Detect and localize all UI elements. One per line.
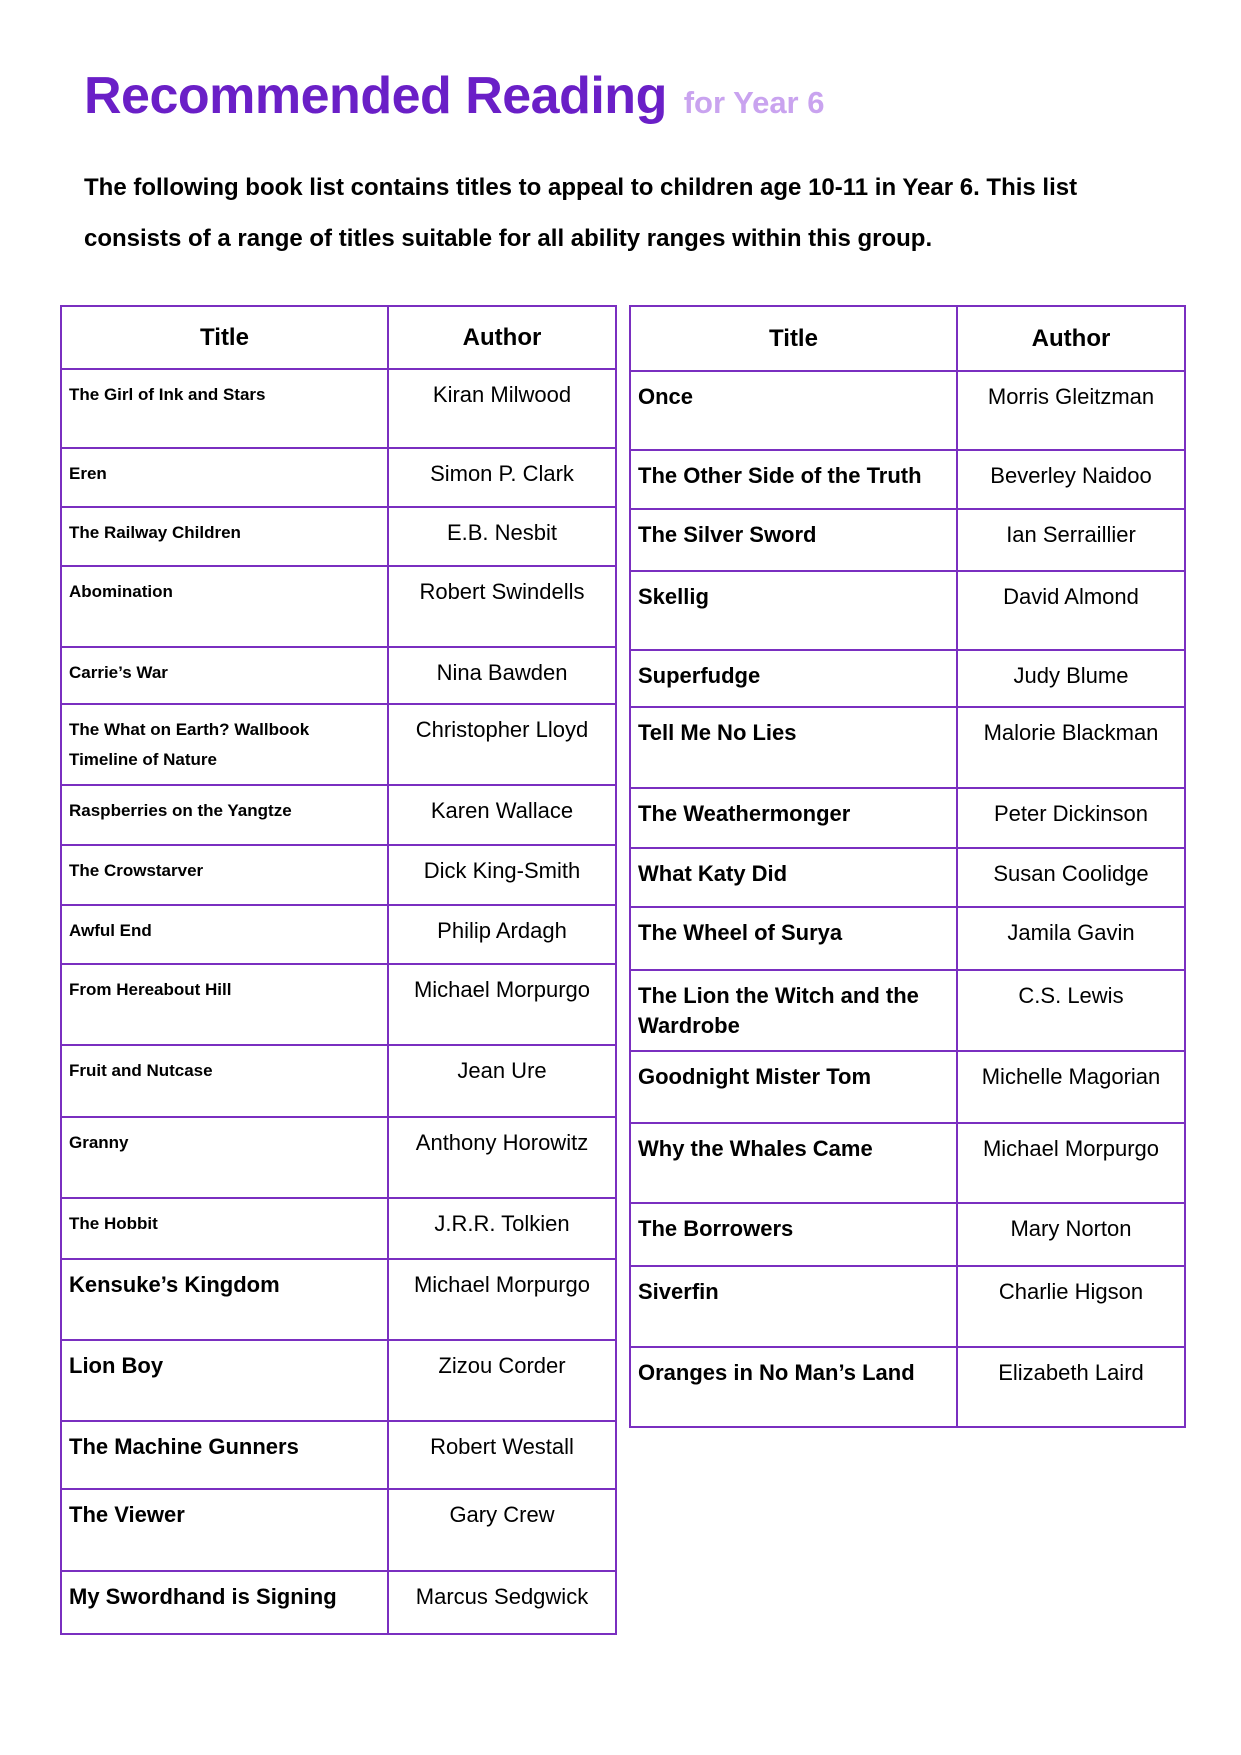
table-row xyxy=(630,650,1185,707)
table-row xyxy=(61,704,616,785)
table-row xyxy=(61,566,616,647)
table-row xyxy=(61,507,616,566)
book-title: My Swordhand is Signing xyxy=(61,1571,388,1634)
book-author: Zizou Corder xyxy=(388,1340,616,1421)
book-title: The Borrowers xyxy=(630,1203,957,1266)
book-title: The Crowstarver xyxy=(61,845,388,905)
book-title: The Girl of Ink and Stars xyxy=(61,369,388,448)
table-row xyxy=(630,788,1185,848)
table-row xyxy=(630,1203,1185,1266)
table-row xyxy=(61,647,616,704)
table-row xyxy=(630,571,1185,650)
table-row xyxy=(61,1489,616,1571)
book-title: Siverfin xyxy=(630,1266,957,1347)
book-title: Fruit and Nutcase xyxy=(61,1045,388,1117)
book-author: Simon P. Clark xyxy=(388,448,616,507)
book-title: Once xyxy=(630,371,957,450)
book-title: Kensuke’s Kingdom xyxy=(61,1259,388,1340)
table-row xyxy=(630,970,1185,1051)
page-title xyxy=(84,67,825,125)
table-row xyxy=(630,1266,1185,1347)
table-row xyxy=(630,509,1185,571)
book-title: From Hereabout Hill xyxy=(61,964,388,1045)
book-author: C.S. Lewis xyxy=(957,970,1185,1051)
table-row xyxy=(630,450,1185,509)
table-row xyxy=(630,1123,1185,1203)
table-header-row xyxy=(61,306,616,369)
book-title: The Other Side of the Truth xyxy=(630,450,957,509)
book-author: Anthony Horowitz xyxy=(388,1117,616,1198)
table-row xyxy=(61,1045,616,1117)
book-title: Abomination xyxy=(61,566,388,647)
table-row xyxy=(630,371,1185,450)
book-title: The Hobbit xyxy=(61,1198,388,1259)
intro-paragraph: The following book list contains titles to appeal to children age 10-11 in Year 6. This list consists of a range of titles suitable for all ability ranges within this group. xyxy=(84,174,1078,252)
book-author: Jean Ure xyxy=(388,1045,616,1117)
table-row xyxy=(630,907,1185,970)
book-title: Goodnight Mister Tom xyxy=(630,1051,957,1123)
book-table-right xyxy=(629,305,1186,1428)
book-author: Michael Morpurgo xyxy=(957,1123,1185,1203)
book-title: The Lion the Witch and the Wardrobe xyxy=(630,970,957,1051)
book-author: Kiran Milwood xyxy=(388,369,616,448)
book-title: The What on Earth? Wallbook Timeline of Nature xyxy=(61,704,388,785)
book-author: Michael Morpurgo xyxy=(388,1259,616,1340)
book-title: The Railway Children xyxy=(61,507,388,566)
book-title: Granny xyxy=(61,1117,388,1198)
book-title: Why the Whales Came xyxy=(630,1123,957,1203)
book-title: Tell Me No Lies xyxy=(630,707,957,788)
book-author: Peter Dickinson xyxy=(957,788,1185,848)
book-author: Michelle Magorian xyxy=(957,1051,1185,1123)
book-title: What Katy Did xyxy=(630,848,957,907)
book-author: Charlie Higson xyxy=(957,1266,1185,1347)
book-author: Robert Westall xyxy=(388,1421,616,1489)
book-author: David Almond xyxy=(957,571,1185,650)
book-author: Jamila Gavin xyxy=(957,907,1185,970)
table-row xyxy=(630,1347,1185,1427)
book-author: Beverley Naidoo xyxy=(957,450,1185,509)
book-title: Awful End xyxy=(61,905,388,964)
title-main: Recommended Reading xyxy=(84,67,667,125)
book-title: Superfudge xyxy=(630,650,957,707)
table-row xyxy=(61,369,616,448)
column-header-title: Title xyxy=(630,306,957,371)
table-row xyxy=(61,1571,616,1634)
table-row xyxy=(61,1340,616,1421)
table-row xyxy=(61,905,616,964)
book-author: Mary Norton xyxy=(957,1203,1185,1266)
book-author: Christopher Lloyd xyxy=(388,704,616,785)
table-header-row xyxy=(630,306,1185,371)
book-table-left xyxy=(60,305,617,1635)
book-title: The Viewer xyxy=(61,1489,388,1571)
table-row xyxy=(61,1421,616,1489)
book-title: Raspberries on the Yangtze xyxy=(61,785,388,845)
book-author: Karen Wallace xyxy=(388,785,616,845)
table-row xyxy=(61,845,616,905)
book-title: The Weathermonger xyxy=(630,788,957,848)
book-author: Philip Ardagh xyxy=(388,905,616,964)
book-author: E.B. Nesbit xyxy=(388,507,616,566)
book-author: Malorie Blackman xyxy=(957,707,1185,788)
table-row xyxy=(630,848,1185,907)
table-row xyxy=(61,448,616,507)
column-header-author: Author xyxy=(957,306,1185,371)
book-author: J.R.R. Tolkien xyxy=(388,1198,616,1259)
table-row xyxy=(61,964,616,1045)
book-author: Elizabeth Laird xyxy=(957,1347,1185,1427)
table-row xyxy=(61,1117,616,1198)
book-title: Eren xyxy=(61,448,388,507)
book-author: Morris Gleitzman xyxy=(957,371,1185,450)
book-title: Oranges in No Man’s Land xyxy=(630,1347,957,1427)
book-title: Carrie’s War xyxy=(61,647,388,704)
book-title: Skellig xyxy=(630,571,957,650)
book-author: Judy Blume xyxy=(957,650,1185,707)
table-row xyxy=(630,1051,1185,1123)
table-row xyxy=(61,1198,616,1259)
book-author: Susan Coolidge xyxy=(957,848,1185,907)
book-title: Lion Boy xyxy=(61,1340,388,1421)
book-author: Michael Morpurgo xyxy=(388,964,616,1045)
book-author: Robert Swindells xyxy=(388,566,616,647)
book-title: The Machine Gunners xyxy=(61,1421,388,1489)
book-author: Gary Crew xyxy=(388,1489,616,1571)
book-author: Nina Bawden xyxy=(388,647,616,704)
title-subtitle: for Year 6 xyxy=(683,85,825,120)
book-author: Marcus Sedgwick xyxy=(388,1571,616,1634)
book-author: Dick King-Smith xyxy=(388,845,616,905)
book-title: The Wheel of Surya xyxy=(630,907,957,970)
book-title: The Silver Sword xyxy=(630,509,957,571)
table-row xyxy=(630,707,1185,788)
table-row xyxy=(61,1259,616,1340)
column-header-author: Author xyxy=(388,306,616,369)
book-author: Ian Serraillier xyxy=(957,509,1185,571)
table-row xyxy=(61,785,616,845)
column-header-title: Title xyxy=(61,306,388,369)
